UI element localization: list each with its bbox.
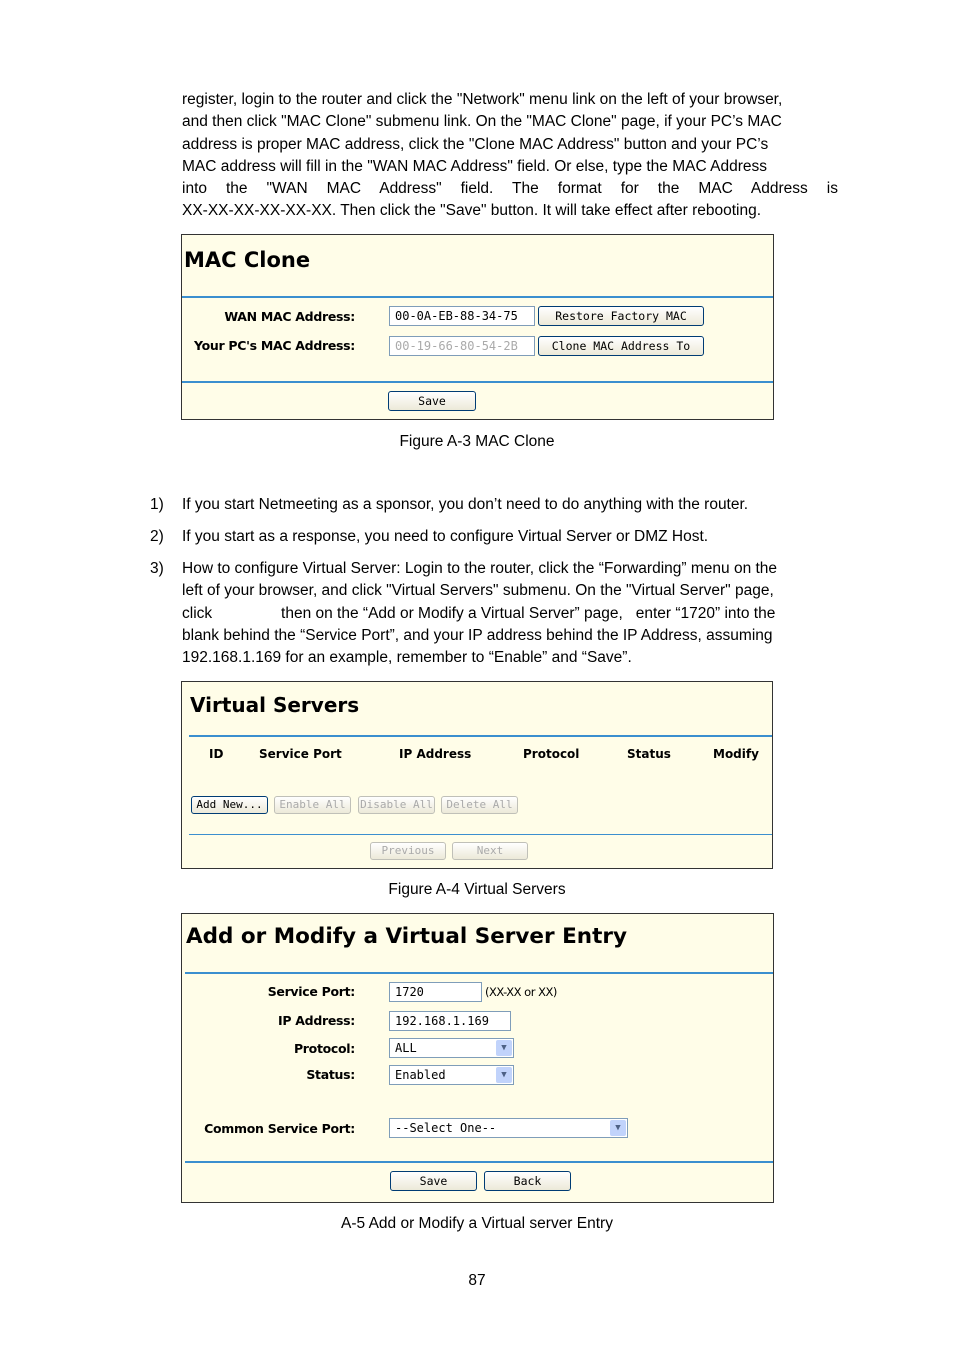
intro-line: MAC address will fill in the "WAN MAC Address" field. Or else, type the MAC Address — [182, 157, 767, 175]
list-number: 2) — [150, 528, 164, 545]
pc-mac-input: 00-19-66-80-54-2B — [389, 336, 535, 356]
common-service-port-select[interactable] — [389, 1118, 628, 1138]
divider — [182, 296, 773, 298]
ip-address-input[interactable]: 192.168.1.169 — [389, 1011, 511, 1031]
restore-factory-mac-button[interactable]: Restore Factory MAC — [538, 306, 704, 326]
caption-a3: Figure A-3 MAC Clone — [399, 433, 555, 450]
divider — [189, 834, 772, 835]
list-item — [150, 558, 838, 673]
list-line: 192.168.1.169 for an example, remember to “Enable” and “Save”. — [182, 649, 632, 667]
delete-all-button[interactable]: Delete All — [441, 796, 518, 814]
back-button[interactable]: Back — [484, 1171, 571, 1191]
caption-a5: A-5 Add or Modify a Virtual server Entry — [341, 1215, 613, 1232]
common-service-port-value: --Select One-- — [395, 1121, 497, 1135]
protocol-label: Protocol: — [293, 1041, 355, 1056]
intro-line: register, login to the router and click the "Network" menu link on the left of your browser, — [182, 91, 783, 108]
wan-mac-input[interactable]: 00-0A-EB-88-34-75 — [389, 306, 535, 326]
service-port-input[interactable]: 1720 — [389, 982, 482, 1002]
status-value: Enabled — [395, 1068, 446, 1082]
wan-mac-label: WAN MAC Address: — [224, 309, 355, 324]
protocol-value: ALL — [395, 1041, 417, 1055]
previous-button[interactable]: Previous — [370, 842, 446, 860]
list-text: If you start Netmeeting as a sponsor, you don’t need to do anything with the router. — [182, 496, 749, 513]
save-button[interactable]: Save — [388, 391, 476, 411]
col-protocol: Protocol — [523, 747, 580, 761]
divider — [185, 1161, 773, 1163]
ip-address-label: IP Address: — [278, 1013, 355, 1028]
col-ip-address: IP Address — [399, 747, 472, 761]
disable-all-button[interactable]: Disable All — [358, 796, 435, 814]
clone-mac-button[interactable]: Clone MAC Address To — [538, 336, 704, 356]
col-service-port: Service Port — [259, 747, 342, 761]
list-item — [150, 494, 838, 518]
add-modify-panel — [181, 913, 774, 1203]
mac-clone-panel — [181, 234, 774, 420]
virtual-servers-title: Virtual Servers — [190, 693, 360, 717]
status-label: Status: — [306, 1067, 355, 1082]
list-text: If you start as a response, you need to configure Virtual Server or DMZ Host. — [182, 528, 709, 545]
pc-mac-label: Your PC's MAC Address: — [194, 338, 355, 353]
list-line: click then on the “Add or Modify a Virtual Server” page, enter “1720” into the — [182, 604, 776, 622]
caption-a4: Figure A-4 Virtual Servers — [388, 881, 566, 898]
divider — [182, 381, 773, 383]
intro-paragraph — [182, 89, 838, 223]
list-text — [182, 558, 838, 669]
enable-all-button[interactable]: Enable All — [274, 796, 351, 814]
divider — [185, 972, 773, 974]
intro-line: address is proper MAC address, click the "Clone MAC Address" button and your PC’s — [182, 135, 769, 153]
add-new-button[interactable]: Add New... — [191, 796, 268, 814]
list-line: blank behind the “Service Port”, and your IP address behind the IP Address, assuming — [182, 626, 773, 644]
chevron-down-icon: ▼ — [496, 1040, 512, 1056]
chevron-down-icon: ▼ — [610, 1120, 626, 1136]
col-modify: Modify — [713, 747, 759, 761]
intro-line: XX-XX-XX-XX-XX-XX. Then click the "Save" button. It will take effect after rebooting. — [182, 202, 762, 220]
service-port-hint: (XX-XX or XX) — [485, 985, 557, 999]
service-port-label: Service Port: — [267, 984, 355, 999]
col-status: Status — [627, 747, 671, 761]
list-line: left of your browser, and click "Virtual Servers" submenu. On the "Virtual Server" page, — [182, 582, 774, 600]
intro-line: into the "WAN MAC Address" field. The format for the MAC Address is — [182, 180, 838, 198]
divider — [189, 735, 772, 737]
page-number: 87 — [468, 1272, 486, 1289]
common-service-port-label: Common Service Port: — [204, 1121, 355, 1136]
virtual-servers-panel — [181, 681, 773, 869]
next-button[interactable]: Next — [452, 842, 528, 860]
list-number: 3) — [150, 560, 164, 577]
intro-line: and then click "MAC Clone" submenu link. On the "MAC Clone" page, if your PC’s MAC — [182, 113, 782, 131]
list-item — [150, 526, 838, 550]
add-modify-title: Add or Modify a Virtual Server Entry — [186, 924, 627, 949]
chevron-down-icon: ▼ — [496, 1067, 512, 1083]
protocol-select[interactable] — [389, 1038, 514, 1058]
save-button[interactable]: Save — [390, 1171, 477, 1191]
status-select[interactable] — [389, 1065, 514, 1085]
col-id: ID — [209, 747, 224, 761]
list-number: 1) — [150, 496, 164, 513]
mac-clone-title: MAC Clone — [184, 248, 311, 272]
list-line: How to configure Virtual Server: Login to the router, click the “Forwarding” menu on the — [182, 560, 778, 577]
